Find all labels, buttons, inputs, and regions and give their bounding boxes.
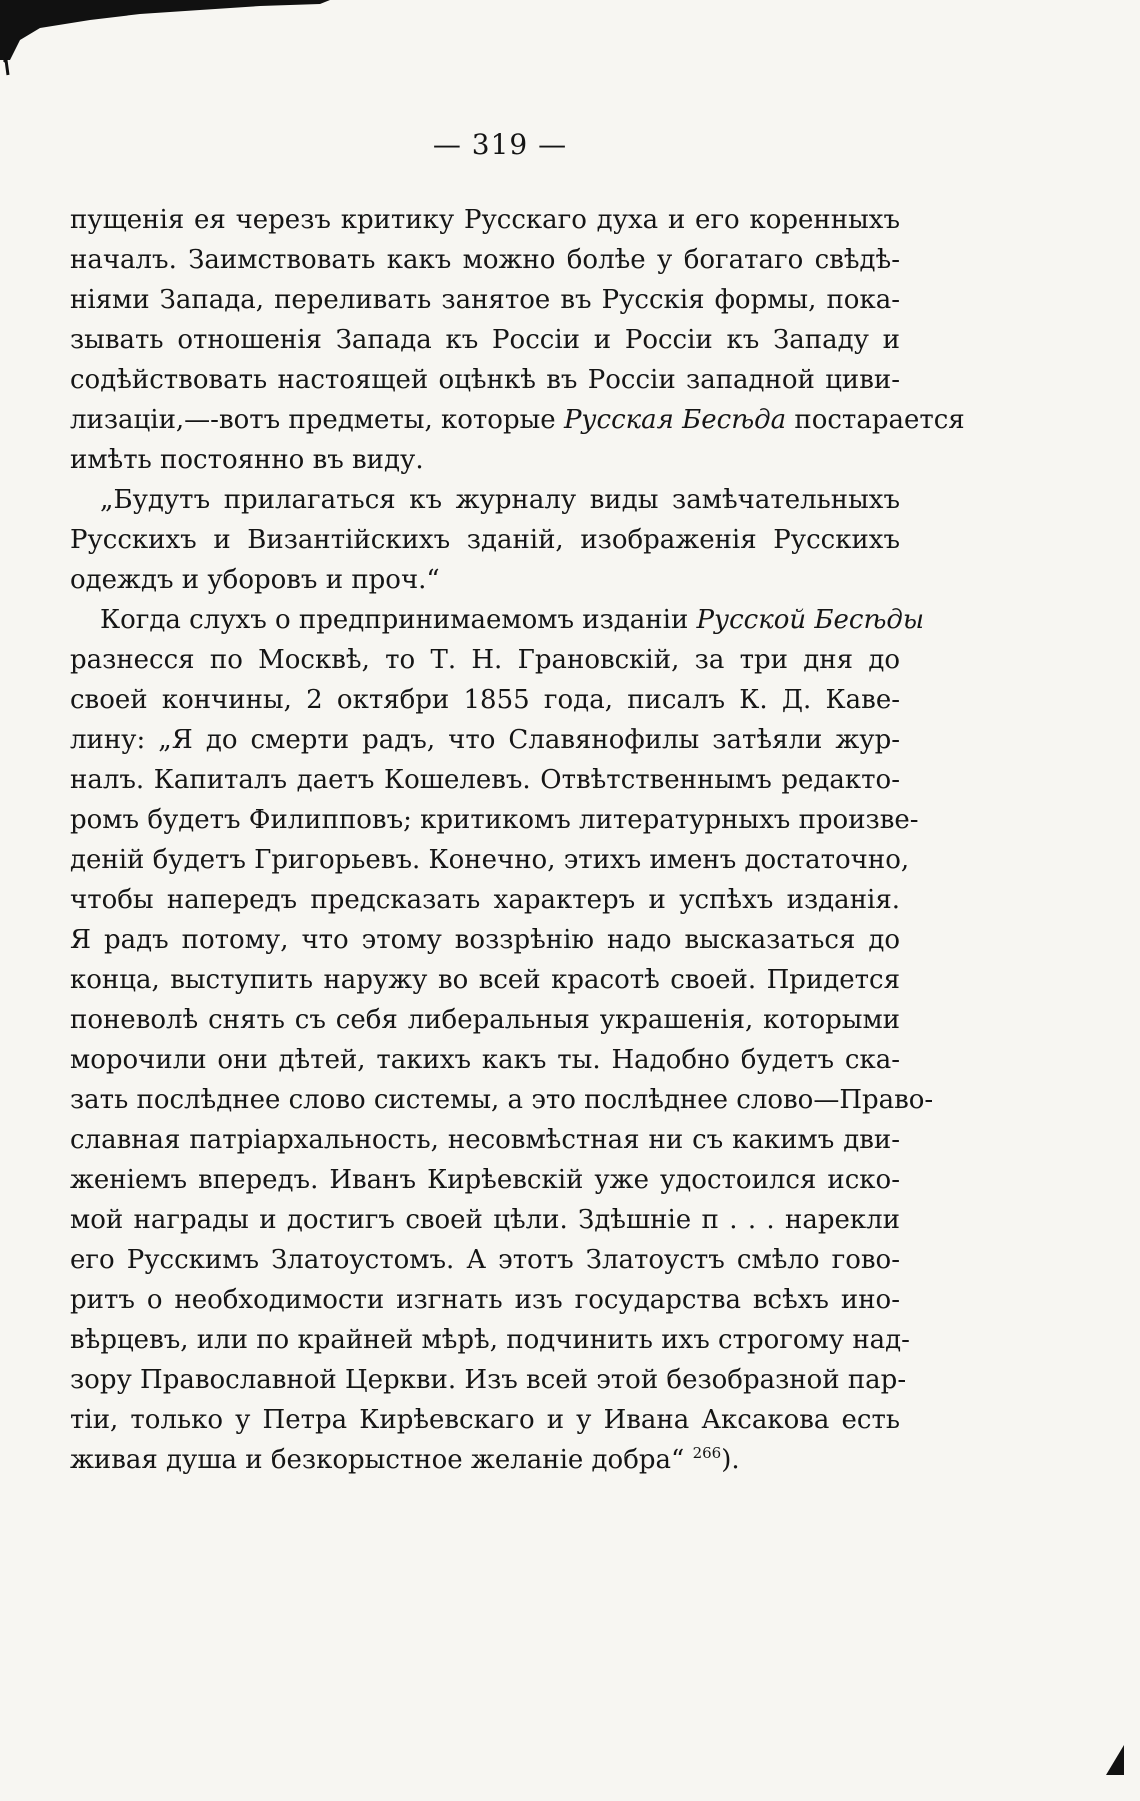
journal-title-italic: Русской Бесѣды <box>696 605 925 635</box>
scan-edge-mark <box>0 0 340 60</box>
text-line: тіи, только у Петра Кирѣевскаго и у Ивана Аксакова есть <box>70 1405 900 1435</box>
body-text <box>70 200 965 1480</box>
text-run: постарается <box>786 405 965 435</box>
text-line: своей кончины, 2 октябри 1855 года, писалъ К. Д. Каве- <box>70 685 900 715</box>
text-line: зать послѣднее слово системы, а это послѣднее слово—Право- <box>70 1085 934 1115</box>
text-line: мой награды и достигъ своей цѣли. Здѣшніе п . . . нарекли <box>70 1205 900 1235</box>
text-line: налъ. Капиталъ даетъ Кошелевъ. Отвѣтственнымъ редакто- <box>70 765 900 795</box>
text-line: вѣрцевъ, или по крайней мѣрѣ, подчинить ихъ строгому над- <box>70 1325 910 1355</box>
text-line: женіемъ впередъ. Иванъ Кирѣевскій уже удостоился иско- <box>70 1165 900 1195</box>
text-line: „Будутъ прилагаться къ журналу виды замѣчательныхъ <box>100 485 900 515</box>
text-line: его Русскимъ Златоустомъ. А этотъ Златоустъ смѣло гово- <box>70 1245 900 1275</box>
text-line <box>70 400 965 440</box>
text-line: поневолѣ снять съ себя либеральныя украшенія, которыми <box>70 1005 900 1035</box>
journal-title-italic: Русская Бесѣда <box>563 405 787 435</box>
text-line: началъ. Заимствовать какъ можно болѣе у богатаго свѣдѣ- <box>70 245 900 275</box>
text-line: зору Православной Церкви. Изъ всей этой безобразной пар- <box>70 1365 907 1395</box>
text-line: зывать отношенія Запада къ Россіи и Россіи къ Западу и <box>70 325 900 355</box>
text-line: ніями Запада, переливать занятое въ Русскія формы, пока- <box>70 285 900 315</box>
text-run: живая душа и безкорыстное желаніе добра“ <box>70 1445 685 1475</box>
text-line: пущенія ея черезъ критику Русскаго духа и его коренныхъ <box>70 205 900 235</box>
text-line <box>70 1440 900 1480</box>
text-run: Когда слухъ о предпринимаемомъ изданіи <box>100 605 697 635</box>
text-line: Я радъ потому, что этому воззрѣнію надо высказаться до <box>70 925 900 955</box>
text-line: Русскихъ и Византійскихъ зданій, изображенія Русскихъ <box>70 525 900 555</box>
text-line: чтобы напередъ предсказать характеръ и успѣхъ изданія. <box>70 885 900 915</box>
page-number: — 319 — <box>432 128 568 161</box>
text-line: лину: „Я до смерти радъ, что Славянофилы затѣяли жур- <box>70 725 900 755</box>
footnote-reference: 266 <box>692 1444 722 1462</box>
text-line <box>70 600 925 640</box>
text-line: имѣть постоянно въ виду. <box>70 445 424 475</box>
text-line: конца, выступить наружу во всей красотѣ своей. Придется <box>70 965 900 995</box>
text-line: деній будетъ Григорьевъ. Конечно, этихъ именъ достаточно, <box>70 845 910 875</box>
text-line: разнесся по Москвѣ, то Т. Н. Грановскій, за три дня до <box>70 645 900 675</box>
text-line: морочили они дѣтей, такихъ какъ ты. Надобно будетъ ска- <box>70 1045 900 1075</box>
text-line: ромъ будетъ Филипповъ; критикомъ литературныхъ произве- <box>70 805 919 835</box>
scan-corner-mark <box>1106 1745 1126 1779</box>
text-line: славная патріархальность, несовмѣстная ни съ какимъ дви- <box>70 1125 900 1155</box>
text-line: содѣйствовать настоящей оцѣнкѣ въ Россіи западной циви- <box>70 365 900 395</box>
text-run: лизаціи,—-вотъ предметы, которые <box>70 405 564 435</box>
text-line: одеждъ и уборовъ и проч.“ <box>70 565 440 595</box>
closing-punctuation: ). <box>721 1445 740 1475</box>
text-line: ритъ о необходимости изгнать изъ государства всѣхъ ино- <box>70 1285 900 1315</box>
